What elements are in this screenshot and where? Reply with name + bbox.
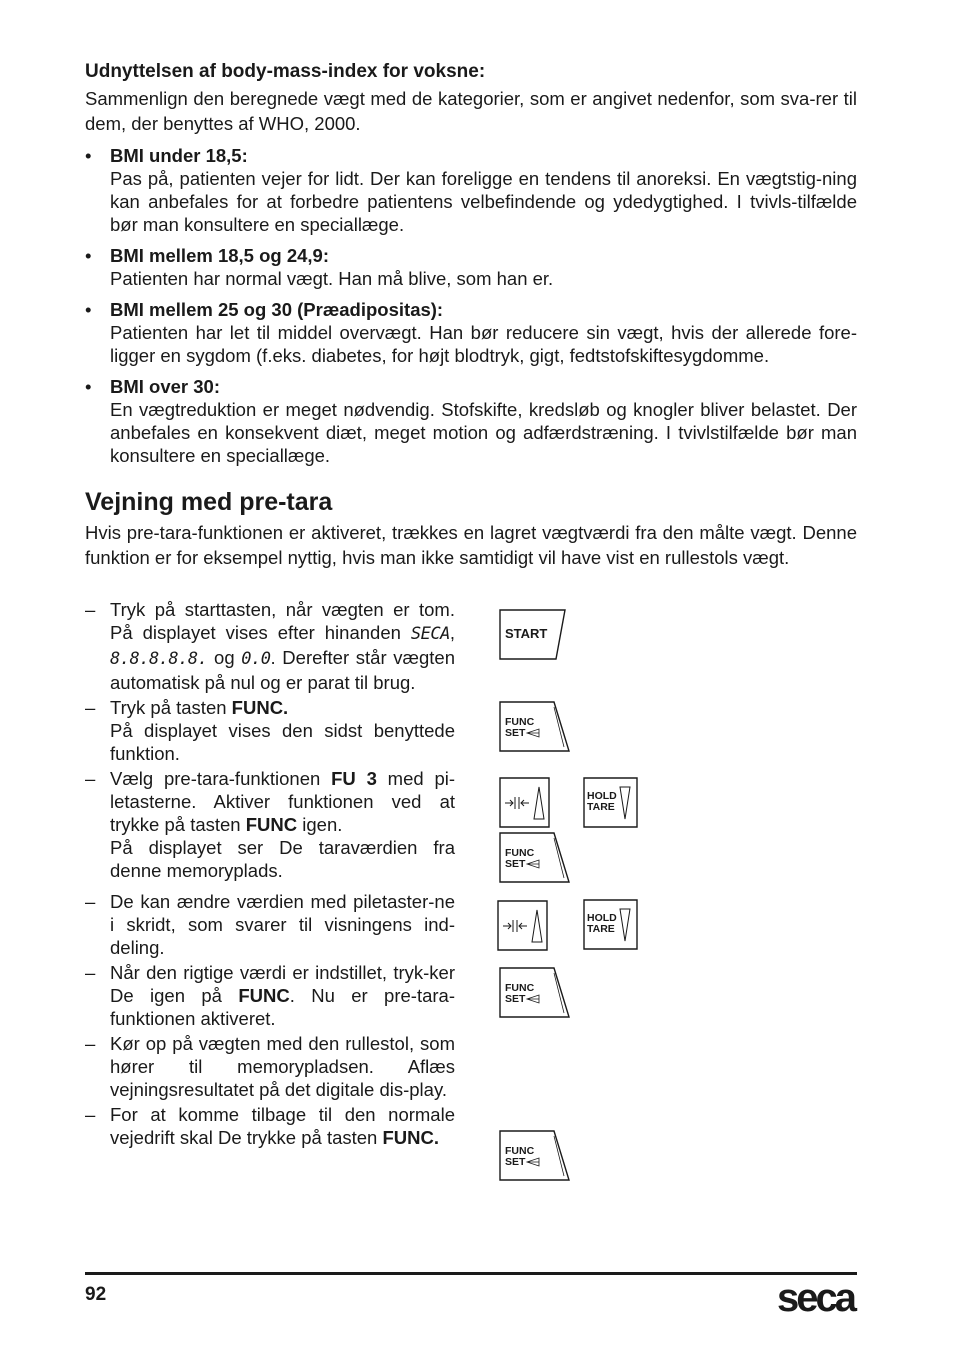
bullet-marker: • — [85, 145, 92, 166]
bullet-marker: • — [85, 376, 92, 397]
step-text: og — [207, 647, 242, 668]
bmi-category-title: BMI over 30: — [110, 376, 221, 397]
dash-marker: – — [85, 599, 96, 620]
bmi-category-text: Patienten har let til middel overvægt. Han bør reducere sin vægt, hvis der allerede fore-ligger en sygdom (f.eks. diabetes, for højt blodtryk, gigt, fedtstofskiftesygdomme. — [110, 322, 857, 366]
dash-marker: – — [85, 768, 96, 789]
section-heading-pre-tara: Vejning med pre-tara — [85, 488, 333, 516]
set-key-label: SET — [505, 858, 526, 870]
step-text: . Derefter står vægten automatisk på nul og er parat til brug. — [110, 647, 456, 693]
display-readout-seca: SECA — [410, 624, 450, 644]
step-text: På displayet ser De taraværdien fra denne memoryplads. — [110, 837, 455, 881]
step-text: For at komme tilbage til den normale vejedrift skal De trykke på tasten — [110, 1104, 455, 1148]
dash-marker: – — [85, 1104, 96, 1125]
func-key-label: FUNC — [505, 716, 535, 728]
func-key-label: FUNC — [505, 982, 535, 994]
bmi-category-text: En vægtreduktion er meget nødvendig. Stofskifte, kredsløb og knogler bliver belastet. Der anbefales en konsekvent diæt, meget motion og adfærdstræning. I tvivlstilfælde bør man konsultere en speciallæge. — [110, 399, 857, 466]
bmi-category-title: BMI under 18,5: — [110, 145, 248, 166]
step-text: Tryk på tasten — [110, 697, 232, 718]
bullet-marker: • — [85, 245, 92, 266]
dash-marker: – — [85, 1033, 96, 1054]
step-text: Tryk på starttasten, når vægten er tom. På displayet vises efter hinanden — [110, 599, 455, 643]
func-set-key[interactable] — [499, 1130, 571, 1182]
pre-tara-intro-paragraph: Hvis pre-tara-funktionen er aktiveret, trækkes en lagret vægtværdi fra den målte vægt. Denne funktion er for eksempel nyttig, hvis man ikke samtidigt vil have vist en rullestols vægt. — [85, 522, 857, 568]
start-key[interactable] — [499, 609, 567, 661]
func-set-key[interactable] — [499, 832, 571, 884]
dash-marker: – — [85, 962, 96, 983]
hold-tare-key[interactable] — [583, 899, 639, 951]
step-text: . Nu er pre-tara-funktionen aktiveret. — [110, 985, 455, 1029]
func-set-key[interactable] — [499, 701, 571, 753]
bullet-marker: • — [85, 299, 92, 320]
key-name: FUNC — [238, 985, 290, 1006]
instruction-step — [85, 1032, 455, 1101]
tare-key-label: TARE — [587, 923, 615, 935]
instruction-step — [85, 767, 455, 882]
set-key-label: SET — [505, 1156, 526, 1168]
instruction-step — [85, 961, 455, 1030]
bmi-category-item — [85, 298, 857, 367]
start-key-label: START — [505, 626, 548, 641]
arrow-key[interactable] — [499, 777, 551, 829]
instruction-step — [85, 1103, 455, 1149]
instruction-step — [85, 890, 455, 959]
tare-key-label: TARE — [587, 801, 615, 813]
dash-marker: – — [85, 891, 96, 912]
page-number: 92 — [85, 1284, 107, 1305]
hold-tare-key[interactable] — [583, 777, 639, 829]
step-text: På displayet vises den sidst benyttede funktion. — [110, 720, 455, 764]
step-text: Kør op på vægten med den rullestol, som hører til memorypladsen. Aflæs vejningsresultatet på det digitale dis-play. — [110, 1033, 455, 1100]
footer-divider — [85, 1272, 857, 1275]
step-text: Når den rigtige værdi er indstillet, tryk-ker De igen på — [110, 962, 455, 1006]
step-text: , — [449, 622, 455, 643]
bmi-category-item — [85, 144, 857, 236]
instruction-steps — [85, 598, 455, 1149]
instruction-step — [85, 696, 455, 765]
display-readout-segments: 8.8.8.8.8. — [110, 649, 208, 669]
step-text: igen. — [297, 814, 343, 835]
func-set-key[interactable] — [499, 967, 571, 1019]
step-text: De kan ændre værdien med piletaster-ne i skridt, som svarer til visningens ind-deling. — [110, 891, 455, 958]
bmi-category-item — [85, 244, 857, 290]
bmi-category-text: Pas på, patienten vejer for lidt. Der kan foreligge en tendens til anoreksi. En vægtstig-ning kan anbefales for at forbedre patientens velbefindende og ydedygtighed. I tvivls-tilfælde bør man konsultere en speciallæge. — [110, 168, 857, 235]
key-name: FUNC. — [231, 697, 289, 718]
key-name: FUNC. — [382, 1127, 440, 1148]
bmi-category-list — [85, 144, 857, 475]
dash-marker: – — [85, 697, 96, 718]
bmi-category-title: BMI mellem 18,5 og 24,9: — [110, 245, 330, 266]
function-name: FU 3 — [331, 768, 377, 789]
hold-key-label: HOLD — [587, 790, 617, 802]
instruction-step — [85, 598, 455, 694]
section-heading-bmi: Udnyttelsen af body-mass-index for voksne: — [85, 61, 486, 82]
hold-key-label: HOLD — [587, 912, 617, 924]
func-key-label: FUNC — [505, 1145, 535, 1157]
set-key-label: SET — [505, 727, 526, 739]
func-key-label: FUNC — [505, 847, 535, 859]
bmi-category-title: BMI mellem 25 og 30 (Præadipositas): — [110, 299, 444, 320]
bmi-category-text: Patienten har normal vægt. Han må blive, som han er. — [110, 268, 554, 289]
bmi-category-item — [85, 375, 857, 467]
set-key-label: SET — [505, 993, 526, 1005]
key-name: FUNC — [245, 814, 298, 835]
display-readout-zero: 0.0 — [241, 649, 271, 669]
bmi-intro-paragraph: Sammenlign den beregnede vægt med de kategorier, som er angivet nedenfor, som sva-rer til dem, der benyttes af WHO, 2000. — [85, 88, 857, 134]
seca-logo: seca — [777, 1276, 854, 1320]
arrow-key[interactable] — [497, 900, 549, 952]
step-text: med pi-letasterne. Aktiver funktionen ved at trykke på tasten — [110, 768, 456, 835]
step-text: Vælg pre-tara-funktionen — [110, 768, 332, 789]
